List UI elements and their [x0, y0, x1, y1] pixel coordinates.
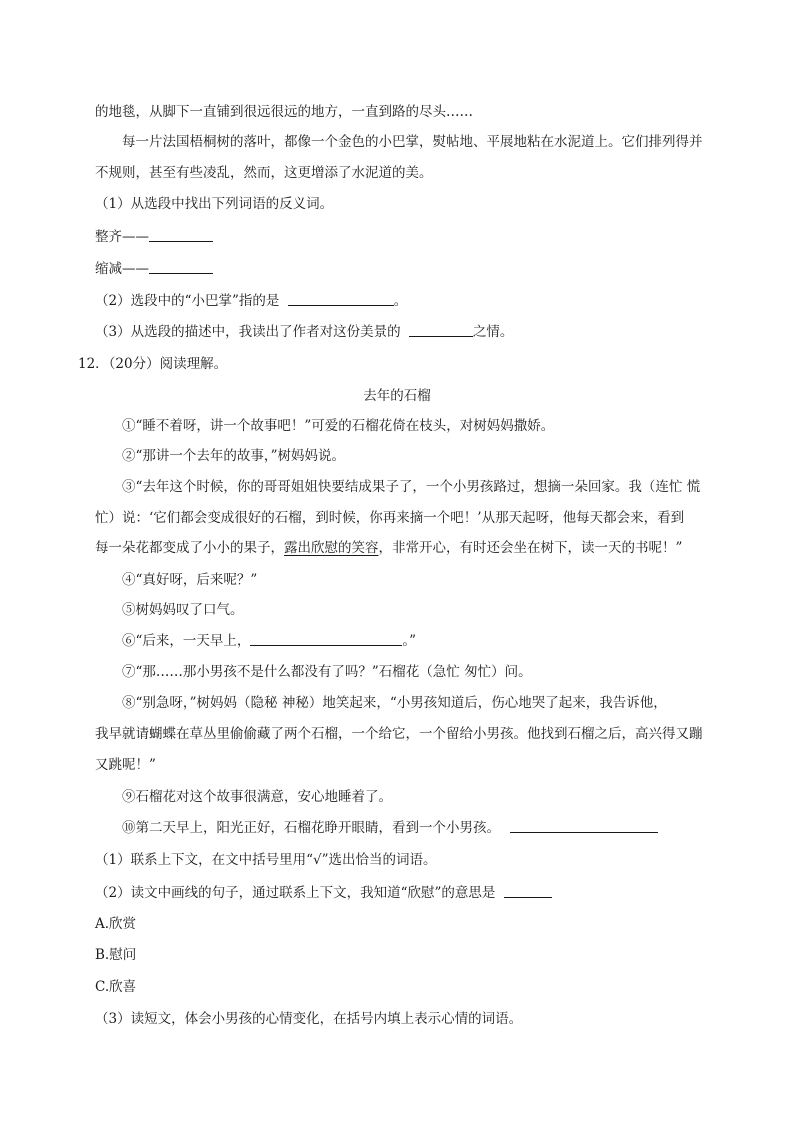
passage-line-3: 不规则，甚至有些凌乱，然而，这更增添了水泥道的美。: [95, 165, 433, 181]
story-paragraph-3-line-2: 忙）说：‘它们都会变成很好的石榴，到时候，你再来摘一个吧！’从那天起呀，他每天都会来，看到: [95, 510, 685, 526]
antonym-word-1: 整齐——: [95, 229, 149, 245]
story-paragraph-3-line-3: [95, 538, 682, 558]
story-paragraph-8-line-1: ⑧“别急呀，”树妈妈（隐秘 神秘）地笑起来，“小男孩知道后，伤心地哭了起来，我告诉他，: [122, 695, 667, 711]
story-paragraph-3-line-1: ③“去年这个时候，你的哥哥姐姐快要结成果子了，一个小男孩路过，想摘一朵回家。我（连忙 慌: [122, 479, 701, 495]
story-paragraph-8-line-2: 我早就请蝴蝶在草丛里偷偷藏了两个石榴，一个给它，一个留给小男孩。他找到石榴之后，高兴得又蹦: [95, 726, 703, 742]
story-paragraph-5: ⑤树妈妈叹了口气。: [122, 602, 244, 618]
p6-text: ⑥“后来，一天早上，: [122, 633, 251, 649]
story-paragraph-1: ①“睡不着呀，讲一个故事吧！”可爱的石榴花倚在枝头，对树妈妈撒娇。: [122, 418, 555, 434]
q12-header: 12．（20分）阅读理解。: [78, 356, 228, 372]
underlined-sentence: 露出欣慰的笑容: [284, 540, 379, 556]
answer-blank[interactable]: [149, 259, 213, 274]
story-title: 去年的石榴: [363, 388, 431, 404]
q11-sub2: [95, 291, 407, 311]
story-paragraph-6: [122, 631, 416, 651]
answer-blank[interactable]: [250, 631, 402, 646]
q12-sub2: [95, 883, 552, 903]
story-paragraph-2: ②“那讲一个去年的故事，”树妈妈说。: [122, 448, 346, 464]
q11-sub2-end: 。: [393, 293, 408, 309]
q11-sub3: [95, 322, 513, 342]
antonym-word-2: 缩减——: [95, 261, 149, 277]
q12-sub2-text: （2）读文中画线的句子，通过联系上下文，我知道“欣慰”的意思是: [95, 885, 496, 901]
answer-blank[interactable]: [510, 818, 658, 833]
q11-sub1: （1）从选段中找出下列词语的反义词。: [95, 196, 334, 212]
story-paragraph-8-line-3: 又跳呢！”: [95, 757, 156, 773]
p3-text-after: ，非常开心，有时还会坐在树下，读一天的书呢！”: [378, 540, 683, 556]
story-paragraph-7: ⑦“那……那小男孩不是什么都没有了吗？”石榴花（急忙 匆忙）问。: [122, 664, 532, 680]
option-b: B.慰问: [95, 947, 137, 963]
story-paragraph-9: ⑨石榴花对这个故事很满意，安心地睡着了。: [122, 789, 392, 805]
story-paragraph-10: [122, 818, 658, 838]
answer-blank[interactable]: [409, 322, 473, 337]
q12-sub1: （1）联系上下文，在文中括号里用“√”选出恰当的词语。: [95, 852, 437, 868]
answer-blank[interactable]: [149, 227, 213, 242]
option-a: A.欣赏: [95, 916, 137, 932]
q12-sub3: （3）读短文，体会小男孩的心情变化，在括号内填上表示心情的词语。: [95, 1011, 523, 1027]
answer-blank[interactable]: [504, 883, 552, 898]
passage-line-1: 的地毯，从脚下一直铺到很远很远的地方，一直到路的尽头……: [95, 104, 473, 120]
q11-sub3-end: 之情。: [472, 324, 514, 340]
passage-line-2: 每一片法国梧桐树的落叶，都像一个金色的小巴掌，熨帖地、平展地粘在水泥道上。它们排列得并: [122, 134, 703, 150]
p6-end: 。”: [402, 633, 417, 649]
q11-antonym-1: [95, 227, 213, 247]
q11-sub3-text: （3）从选段的描述中，我读出了作者对这份美景的: [95, 324, 401, 340]
p3-text-before: 每一朵花都变成了小小的果子，: [95, 540, 284, 556]
answer-blank[interactable]: [288, 291, 394, 306]
option-c: C.欣喜: [95, 979, 137, 995]
p10-text: ⑩第二天早上，阳光正好，石榴花睁开眼睛，看到一个小男孩。: [122, 820, 500, 836]
story-paragraph-4: ④“真好呀，后来呢？”: [122, 572, 258, 588]
q11-antonym-2: [95, 259, 213, 279]
q11-sub2-text: （2）选段中的“小巴掌”指的是: [95, 293, 280, 309]
